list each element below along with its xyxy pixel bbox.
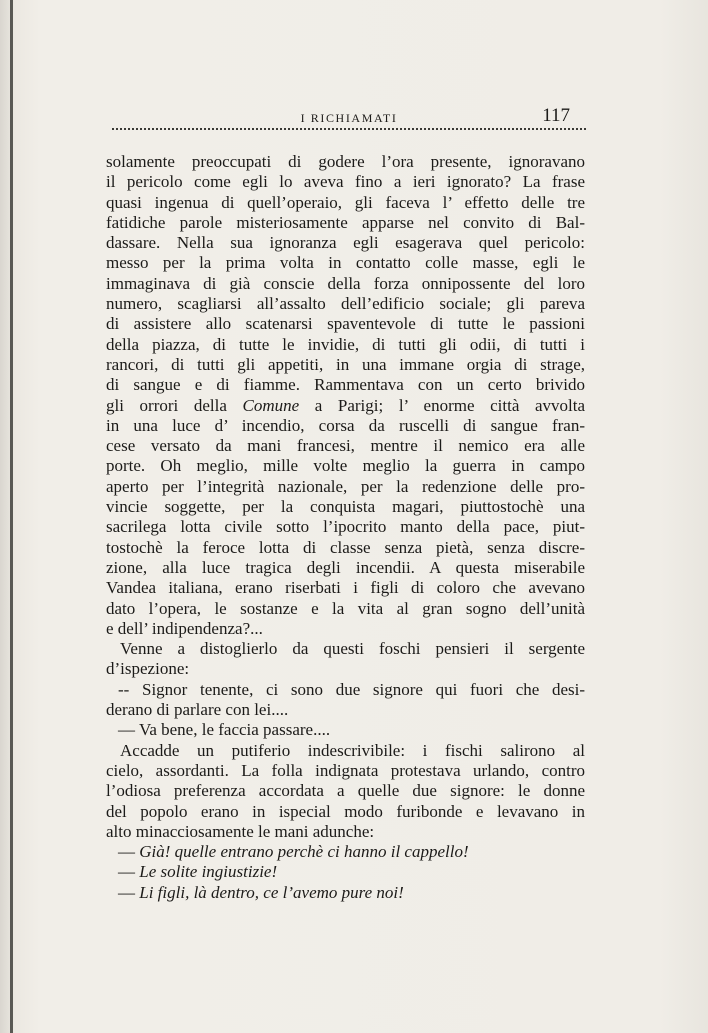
text-line: del popolo erano in ispecial modo furibonde e levavano in (106, 801, 585, 821)
text-line-mixed (106, 396, 585, 416)
text-line: in una luce d’ incendio, corsa da ruscelli di sangue fran- (106, 415, 585, 435)
text-line: cese versato da mani francesi, mentre il nemico era alle (106, 436, 585, 456)
text-line: dassare. Nella sua ignoranza egli esagerava quel pericolo: (106, 233, 585, 253)
text-line: il pericolo come egli lo aveva fino a ieri ignorato? La frase (106, 172, 585, 192)
binding-edge (10, 0, 13, 1033)
text-line: derano di parlare con lei.... (106, 700, 289, 720)
text-line: Accadde un putiferio indescrivibile: i fischi salirono al (120, 740, 585, 760)
dialog-dash: — (118, 862, 135, 882)
dialog-line: -- Signor tenente, ci sono due signore qui fuori che desi- (118, 679, 585, 699)
text-line: della piazza, di tutte le invidie, di tutti gli odii, di tutti i (106, 334, 585, 354)
text-line: cielo, assordanti. La folla indignata protestava urlando, contro (106, 760, 585, 780)
text-line: rancori, di tutti gli appetiti, in una immane orgia di strage, (106, 354, 585, 374)
text-line: aperto per l’integrità nazionale, per la redenzione delle pro- (106, 476, 585, 496)
text-line: l’odiosa preferenza accordata a quelle due signore: le donne (106, 781, 585, 801)
italic-segment: Li figli, là dentro, ce l’avemo pure noi! (139, 882, 404, 902)
page-number: 117 (542, 105, 570, 126)
text-line: fatidiche parole misteriosamente apparse nel convito di Bal- (106, 212, 585, 232)
running-head (112, 104, 586, 128)
text-line: porte. Oh meglio, mille volte meglio la guerra in campo (106, 456, 585, 476)
text-line: d’ispezione: (106, 659, 190, 679)
italic-segment: Già! quelle entrano perchè ci hanno il cappello! (139, 842, 469, 862)
running-title: I RICHIAMATI (300, 111, 398, 125)
text-line: di assistere allo scatenarsi spaventevole di tutte le passioni (106, 314, 585, 334)
header-rule (112, 128, 586, 130)
italic-segment: Le solite ingiustizie! (139, 862, 278, 882)
text-line: immaginava di già conscie della forza onnipossente del loro (106, 273, 585, 293)
dialog-dash: — (118, 882, 135, 902)
text-line: messo per la prima volta in contatto colle masse, egli le (106, 253, 585, 273)
text-line: numero, scagliarsi all’assalto dell’edificio sociale; gli pareva (106, 294, 585, 314)
dialog-line: — Va bene, le faccia passare.... (118, 720, 331, 740)
text-line: e dell’ indipendenza?... (106, 618, 263, 638)
text-line: zione, alla luce tragica degli incendii. A questa miserabile (106, 557, 585, 577)
text-line: dato l’opera, le sostanze e la vita al gran sogno dell’unità (106, 598, 585, 618)
text-line: alto minacciosamente le mani adunche: (106, 821, 375, 841)
text-line: quasi ingenua di quell’operaio, gli faceva l’ effetto delle tre (106, 192, 585, 212)
italic-segment: Comune (242, 395, 300, 415)
text-line: tostochè la feroce lotta di classe senza pietà, senza discre- (106, 537, 585, 557)
italic-dialog-line (106, 883, 585, 903)
dialog-dash: — (118, 842, 135, 862)
text-segment: a Parigi; l’ enorme città avvolta (299, 395, 585, 415)
italic-dialog-line (106, 842, 585, 862)
body-text (106, 152, 585, 903)
italic-dialog-line (106, 862, 585, 882)
text-line: Vandea italiana, erano riserbati i figli di coloro che avevano (106, 578, 585, 598)
text-line: Venne a distoglierlo da questi foschi pensieri il sergente (120, 639, 585, 659)
text-line: di sangue e di fiamme. Rammentava con un certo brivido (106, 375, 585, 395)
text-line: solamente preoccupati di godere l’ora presente, ignoravano (106, 152, 585, 171)
text-segment: gli orrori della (106, 395, 243, 415)
text-line: sacrilega lotta civile sotto l’ipocrito manto della pace, piut- (106, 517, 585, 537)
text-line: vincie soggette, per la conquista magari, piuttostochè una (106, 497, 585, 517)
